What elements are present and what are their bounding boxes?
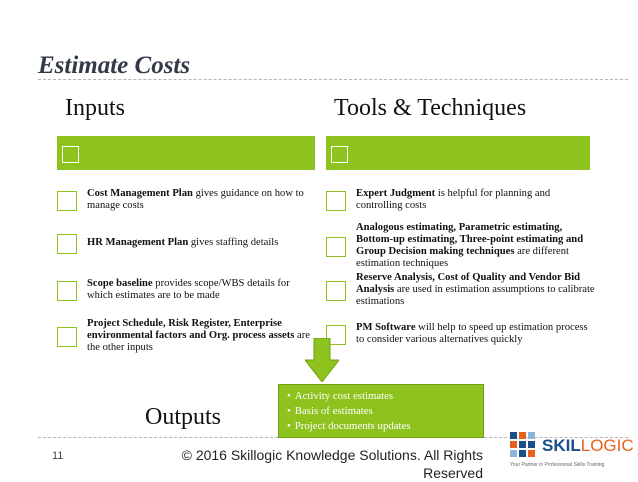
slide-title: Estimate Costs [38, 52, 191, 79]
bullet-icon: • [287, 390, 291, 402]
tools-item-text: Reserve Analysis, Cost of Quality and Vendor Bid Analysis are used in estimation assumptions to calibrate estimations [356, 272, 595, 307]
inputs-header-bar [57, 136, 315, 170]
output-item: • Activity cost estimates [287, 390, 394, 402]
logo-mark-icon [510, 432, 536, 458]
logo-wordmark: SKILLOGIC [542, 436, 634, 455]
logo-tagline: Your Partner in Professional Skills Training [510, 462, 605, 468]
outputs-heading: Outputs [145, 404, 222, 430]
footer-divider [38, 437, 278, 438]
output-item: • Project documents updates [287, 420, 411, 432]
inputs-heading: Inputs [65, 95, 125, 121]
tools-heading: Tools & Techniques [334, 95, 527, 121]
checkbox-icon [326, 281, 346, 301]
checkbox-icon [326, 237, 346, 257]
title-divider [38, 79, 628, 80]
inputs-item-text: Scope baseline provides scope/WBS details for which estimates are to be made [87, 278, 290, 301]
output-item: • Basis of estimates [287, 405, 373, 417]
down-arrow-icon [305, 338, 339, 382]
tools-item-text: Analogous estimating, Parametric estimating, Bottom-up estimating, Three-point estimating and Group Decision making techniques are different estimation techniques [356, 222, 584, 269]
tools-header-bar [326, 136, 590, 170]
checkbox-icon [57, 191, 77, 211]
tools-item-text: PM Software will help to speed up estimation process to consider various alternatives quickly [356, 322, 588, 345]
inputs-item-text: Project Schedule, Risk Register, Enterprise environmental factors and Org. process assets are the other inputs [87, 318, 310, 353]
checkbox-icon [57, 234, 77, 254]
tools-item-text: Expert Judgment is helpful for planning and controlling costs [356, 188, 551, 211]
page-number: 11 [52, 450, 64, 462]
outputs-list [287, 389, 475, 434]
checkbox-icon [62, 146, 79, 163]
bullet-icon: • [287, 420, 291, 432]
inputs-item-text: HR Management Plan gives staffing details [87, 237, 279, 248]
copyright-text: © 2016 Skillogic Knowledge Solutions. All Rights Reserved [181, 447, 483, 481]
outputs-box [278, 384, 484, 438]
skillogic-logo [510, 432, 634, 474]
inputs-item-text: Cost Management Plan gives guidance on how to manage costs [87, 188, 304, 211]
checkbox-icon [331, 146, 348, 163]
bullet-icon: • [287, 405, 291, 417]
checkbox-icon [57, 327, 77, 347]
checkbox-icon [326, 191, 346, 211]
checkbox-icon [57, 281, 77, 301]
